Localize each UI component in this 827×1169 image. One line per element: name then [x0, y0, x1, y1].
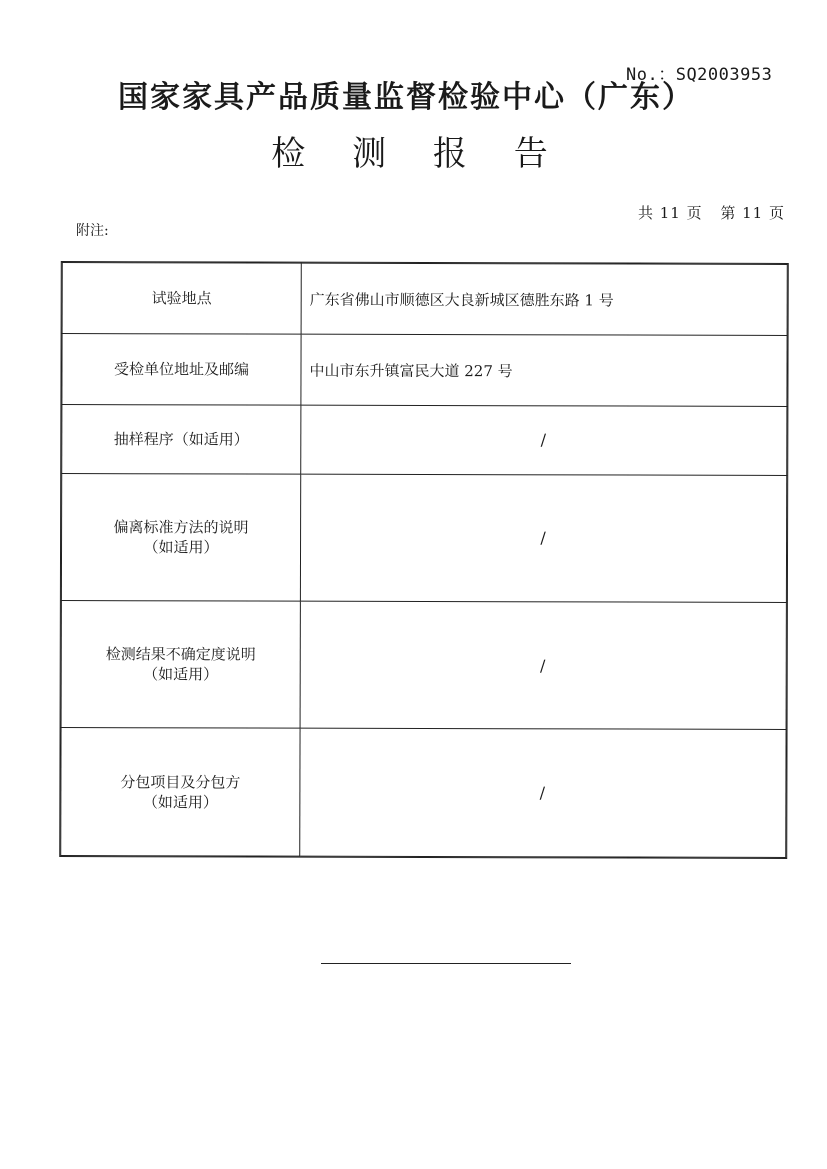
- report-number: No.：SQ2003953: [626, 65, 773, 85]
- row-value: 广东省佛山市顺德区大良新城区德胜东路 1 号: [301, 263, 787, 335]
- row-label-text: 检测结果不确定度说明: [105, 645, 256, 664]
- table-row: [62, 263, 787, 336]
- document-title: 检 测 报 告: [271, 134, 566, 174]
- info-table: [59, 261, 789, 859]
- row-value: /: [300, 474, 786, 603]
- row-label: [61, 728, 300, 856]
- table-row: [61, 601, 786, 730]
- row-value: /: [300, 729, 786, 858]
- page-total: 共 11 页: [637, 204, 703, 222]
- row-value: /: [301, 405, 787, 474]
- table-row: [61, 473, 786, 602]
- table-row: [62, 405, 787, 475]
- note-label: 附注:: [76, 223, 109, 239]
- page-info: [634, 202, 785, 223]
- row-label-subtext: （如适用）: [143, 538, 219, 557]
- table-row: [61, 728, 786, 857]
- row-label-text: 受检单位地址及邮编: [113, 360, 250, 379]
- end-line-divider: [321, 963, 571, 964]
- row-label: [61, 473, 300, 601]
- row-label: [62, 405, 301, 474]
- page-current: 第 11 页: [720, 204, 785, 222]
- row-label-text: 试验地点: [151, 289, 212, 308]
- row-value: /: [300, 601, 786, 730]
- row-label: [61, 601, 300, 729]
- row-label-subtext: （如适用）: [142, 792, 218, 812]
- row-label: [62, 334, 301, 406]
- row-label-text: 偏离标准方法的说明: [113, 517, 249, 537]
- row-label-text: 分包项目及分包方: [120, 772, 241, 792]
- row-label: [62, 263, 301, 335]
- table-row: [62, 334, 787, 407]
- row-label-subtext: （如适用）: [143, 665, 219, 684]
- row-value: 中山市东升镇富民大道 227 号: [301, 334, 787, 406]
- organization-title: 国家家具产品质量监督检验中心（广东）: [118, 80, 694, 115]
- row-label-text: 抽样程序（如适用）: [113, 430, 249, 449]
